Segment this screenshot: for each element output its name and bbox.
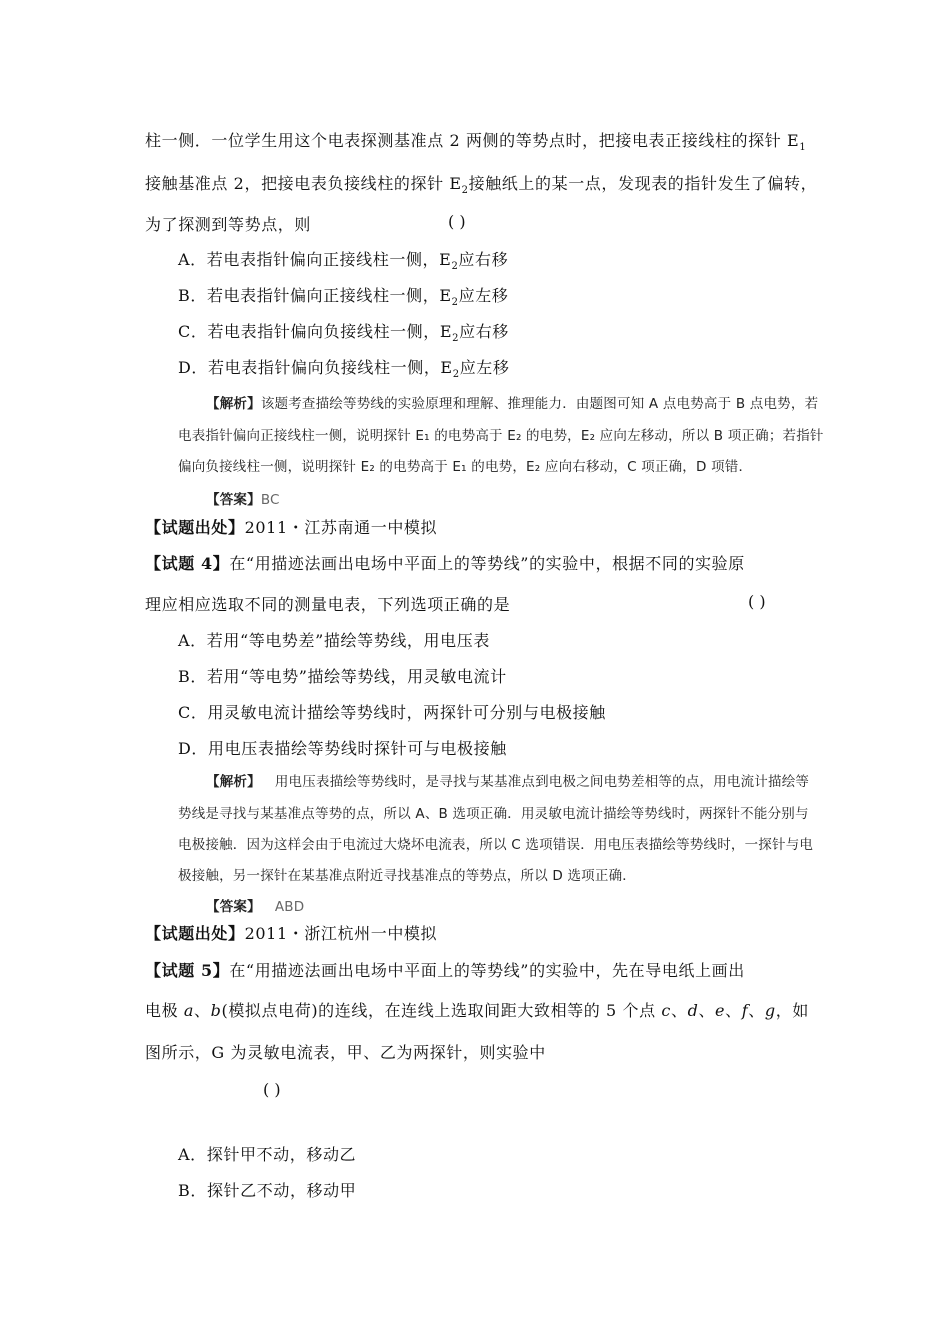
q5-var-f: f (741, 1001, 749, 1020)
q4-stem-line1 (145, 551, 745, 574)
q3-option-a-tail: 应右移 (458, 250, 509, 269)
q3-option-b-label: B．若电表指针偏向正接线柱一侧，E (178, 286, 452, 305)
q5-option-b: B．探针乙不动，移动甲 (178, 1181, 357, 1200)
q3-stem-line3 (145, 212, 311, 235)
q5-var-e: e (715, 1001, 726, 1020)
q4-analysis-line1 (206, 770, 809, 790)
q3-stem-line1 (145, 128, 806, 153)
q5-sep1: 、 (194, 1001, 211, 1020)
q3-analysis-line3: 偏向负接线柱一侧，说明探针 E₂ 的电势高于 E₁ 的电势，E₂ 应向右移动，C 项正确，D 项错． (178, 459, 753, 475)
q3-stem-line3-text: 为了探测到等势点，则 (145, 215, 312, 234)
q3-analysis-line1 (206, 392, 818, 412)
q3-option-c-label: C．若电表指针偏向负接线柱一侧，E (178, 322, 453, 341)
q4-analysis-line3: 电极接触．因为这样会由于电流过大烧坏电流表，所以 C 选项错误．用电压表描绘等势线时，一探针与电 (178, 837, 814, 853)
q3-option-a-label: A．若电表指针偏向正接线柱一侧，E (178, 250, 452, 269)
source-3-text: 2011・江苏南通一中模拟 (244, 518, 438, 537)
q5-option-a: A．探针甲不动，移动乙 (178, 1145, 357, 1164)
q5-stem-line3: 图所示，G 为灵敏电流表，甲、乙为两探针，则实验中 (145, 1043, 546, 1062)
q3-stem-line1-text: 柱一侧．一位学生用这个电表探测基准点 2 两侧的等势点时，把接电表正接线柱的探针 E (145, 131, 800, 150)
q4-analysis-l1: 用电压表描绘等势线时，是寻找与某基准点到电极之间电势差相等的点，用电流计描绘等 (274, 774, 810, 790)
q3-answer-line (206, 488, 280, 508)
q4-stem-line1-text: 在“用描迹法画出电场中平面上的等势线”的实验中，根据不同的实验原 (229, 554, 745, 573)
q4-answer-tag: 【答案】 (206, 899, 261, 915)
q5-tag: 【试题 5】 (145, 961, 230, 980)
q4-analysis-tag: 【解析】 (206, 774, 261, 790)
q3-option-d-tail: 应左移 (459, 358, 510, 377)
q4-tag: 【试题 4】 (145, 554, 230, 573)
q5-answer-paren: ( ) (263, 1080, 281, 1099)
q3-analysis-l1: 该题考查描绘等势线的实验原理和理解、推理能力．由题图可知 A 点电势高于 B 点电势，若 (260, 396, 819, 412)
q5-line2-c: ，如 (775, 1001, 809, 1020)
q3-option-c (178, 319, 509, 344)
source-4-text: 2011・浙江杭州一中模拟 (244, 924, 438, 943)
q3-option-d-sub: 2 (452, 369, 460, 381)
q4-stem-line2: 理应相应选取不同的测量电表，下列选项正确的是 (145, 595, 511, 614)
q4-answer-paren: ( ) (748, 592, 766, 611)
q4-option-b: B．若用“等电势”描绘等势线，用灵敏电流计 (178, 667, 507, 686)
q5-var-b: b (210, 1001, 222, 1020)
q3-option-b (178, 283, 508, 308)
q3-stem-line1-sub: 1 (799, 142, 807, 154)
q5-var-c: c (661, 1001, 671, 1020)
source-4 (145, 921, 437, 944)
q5-var-d: d (687, 1001, 699, 1020)
q3-stem-line2 (145, 171, 817, 196)
q5-line2-b: (模拟点电荷)的连线，在连线上选取间距大致相等的 5 个点 (221, 1001, 662, 1020)
q4-option-d: D．用电压表描绘等势线时探针可与电极接触 (178, 739, 507, 758)
q4-option-c: C．用灵敏电流计描绘等势线时，两探针可分别与电极接触 (178, 703, 606, 722)
q3-answer-value: BC (260, 492, 280, 508)
q3-option-d-label: D．若电表指针偏向负接线柱一侧，E (178, 358, 453, 377)
q3-stem-line2-b: 接触纸上的某一点，发现表的指针发生了偏转， (468, 174, 818, 193)
q4-analysis-line4: 极接触，另一探针在某基准点附近寻找基准点的等势点，所以 D 选项正确． (178, 868, 636, 884)
q3-analysis-line2: 电表指针偏向正接线柱一侧，说明探针 E₁ 的电势高于 E₂ 的电势，E₂ 应向左移动，所以 B 项正确；若指针 (178, 428, 824, 444)
q4-answer-line (206, 895, 304, 915)
q5-stem-line1-text: 在“用描迹法画出电场中平面上的等势线”的实验中，先在导电纸上画出 (229, 961, 745, 980)
q5-stem-line1 (145, 958, 745, 981)
q4-answer-value: ABD (274, 899, 305, 915)
q3-option-b-sub: 2 (451, 297, 459, 309)
q5-stem-line2: 电极 a、b(模拟点电荷)的连线，在连线上选取间距大致相等的 5 个点 c、d、e、f、g，如 (145, 1001, 809, 1020)
q5-line2-a: 电极 (145, 1001, 184, 1020)
q3-option-c-sub: 2 (452, 333, 460, 345)
q3-answer-tag: 【答案】 (206, 492, 261, 508)
q4-analysis-line2: 势线是寻找与某基准点等势的点，所以 A、B 选项正确．用灵敏电流计描绘等势线时，两探针不能分别与 (178, 806, 809, 822)
q3-option-a-sub: 2 (451, 261, 459, 273)
q3-option-a (178, 247, 508, 272)
q3-option-c-tail: 应右移 (459, 322, 509, 341)
q5-var-g: g (764, 1001, 776, 1020)
q3-stem-line2-sub: 2 (461, 185, 469, 197)
source-3 (145, 515, 437, 538)
source-3-tag: 【试题出处】 (145, 518, 245, 537)
q3-option-d (178, 355, 510, 380)
q3-answer-paren: ( ) (448, 212, 466, 231)
q3-option-b-tail: 应左移 (458, 286, 509, 305)
q3-analysis-tag: 【解析】 (206, 396, 261, 412)
q3-stem-line2-a: 接触基准点 2，把接电表负接线柱的探针 E (145, 174, 462, 193)
source-4-tag: 【试题出处】 (145, 924, 245, 943)
q4-option-a: A．若用“等电势差”描绘等势线，用电压表 (178, 631, 490, 650)
q5-var-a: a (183, 1001, 195, 1020)
